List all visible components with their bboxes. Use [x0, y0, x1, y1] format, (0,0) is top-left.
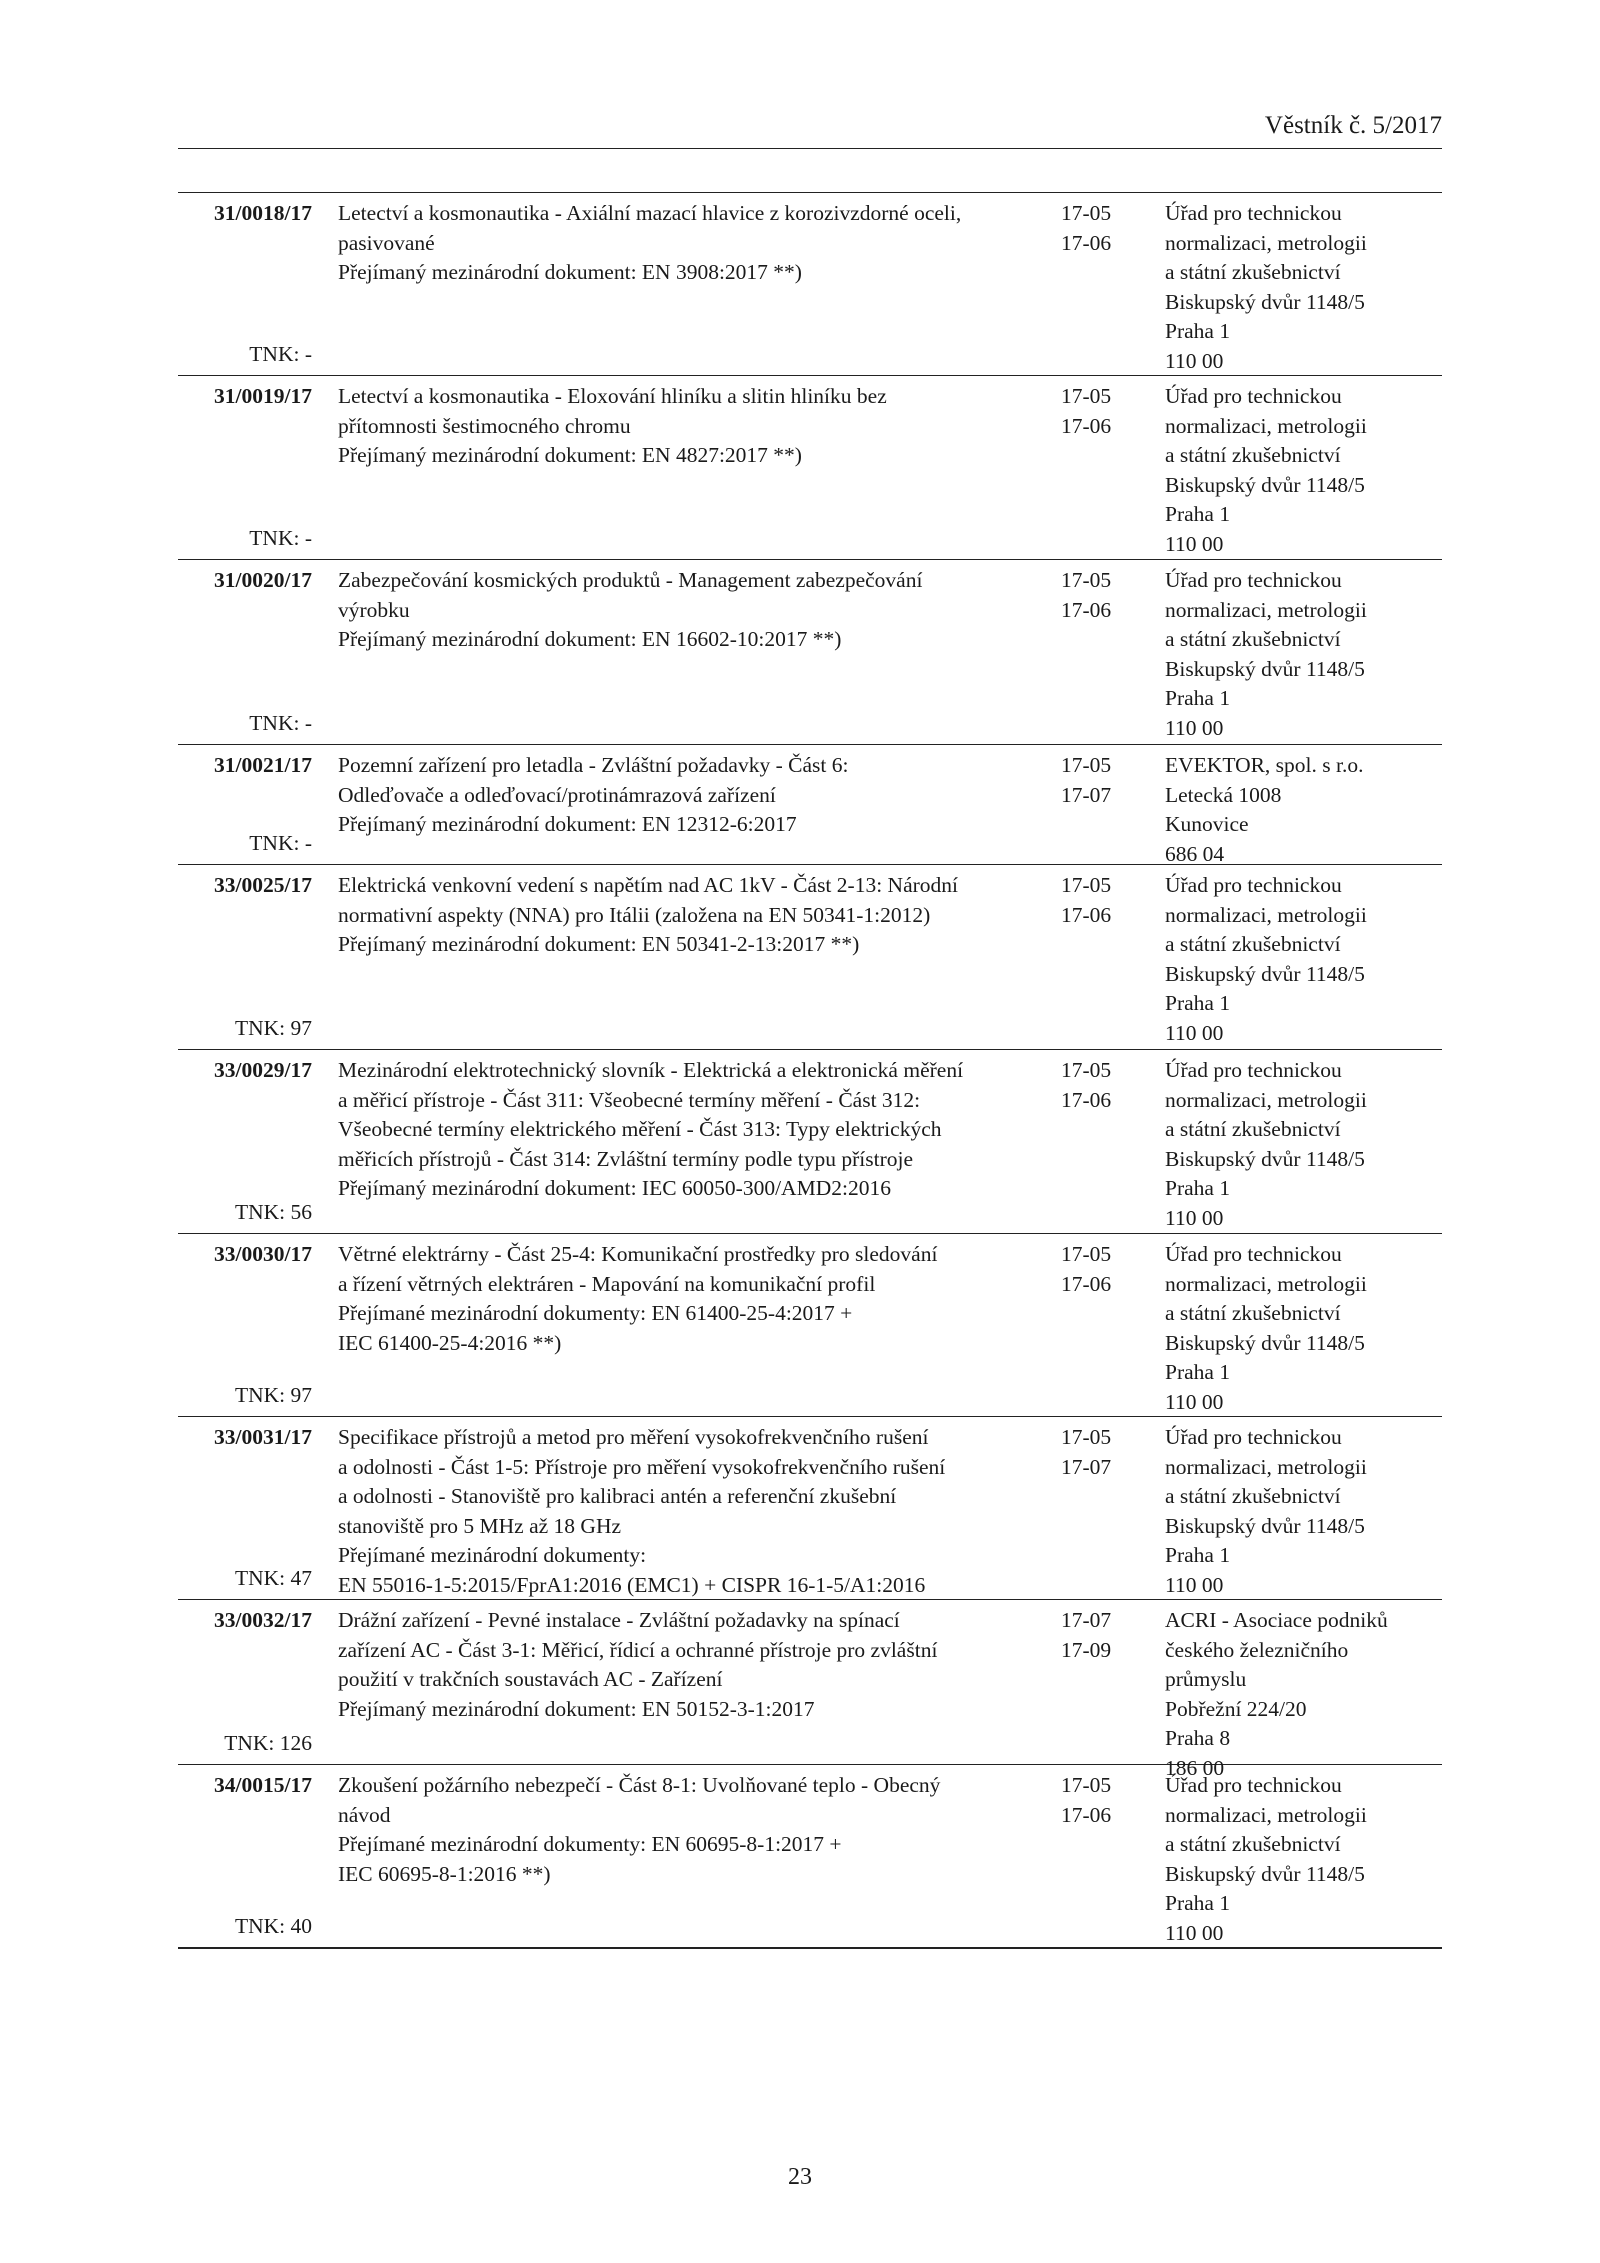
organization-line: Úřad pro technickou: [1165, 1058, 1342, 1082]
entry-number: 31/0020/17: [214, 568, 312, 592]
organization-line: Úřad pro technickou: [1165, 568, 1342, 592]
entry-description: [338, 865, 1061, 1049]
description-line: stanoviště pro 5 MHz až 18 GHz: [338, 1513, 622, 1538]
description-line: Přejímané mezinárodní dokumenty:: [338, 1543, 647, 1567]
page-number: 23: [788, 2164, 812, 2190]
description-line: IEC 61400-25-4:2016 **): [338, 1330, 562, 1355]
entry-dates: [1061, 1417, 1165, 1599]
table-row: [178, 193, 1442, 376]
entry-description: [338, 1050, 1061, 1233]
description-line: EN 55016-1-5:2015/FprA1:2016 (EMC1) + CISPR 16-1-5/A1:2016: [338, 1572, 926, 1597]
description-line: Drážní zařízení - Pevné instalace - Zvláštní požadavky na spínací: [338, 1608, 900, 1632]
organization-line: Biskupský dvůr 1148/5: [1165, 1330, 1365, 1355]
date-code: 17-06: [1061, 1087, 1112, 1112]
description-line: návod: [338, 1802, 391, 1827]
date-code: 17-05: [1061, 1773, 1112, 1797]
organization-line: Praha 1: [1165, 1176, 1231, 1200]
entry-id-cell: [178, 1050, 312, 1233]
organization-line: Biskupský dvůr 1148/5: [1165, 1861, 1365, 1886]
date-code: 17-05: [1061, 873, 1112, 897]
entry-number: 33/0025/17: [214, 873, 312, 897]
entry-id-cell: [178, 193, 312, 375]
tnk-label: TNK: -: [249, 830, 312, 855]
table-row: [178, 1234, 1442, 1417]
tnk-label: TNK: -: [249, 525, 312, 550]
entry-dates: [1061, 376, 1165, 559]
date-code: 17-05: [1061, 1242, 1112, 1266]
organization-line: Letecká 1008: [1165, 782, 1282, 807]
description-line: Letectví a kosmonautika - Eloxování hliníku a slitin hliníku bez: [338, 384, 887, 408]
entry-dates: [1061, 1050, 1165, 1233]
journal-title: Věstník č. 5/2017: [1264, 112, 1442, 139]
organization-line: Biskupský dvůr 1148/5: [1165, 472, 1365, 497]
organization-line: normalizaci, metrologii: [1165, 902, 1367, 927]
date-code: 17-07: [1061, 1608, 1112, 1632]
table-row: [178, 560, 1442, 745]
organization-line: Praha 1: [1165, 319, 1231, 343]
organization-line: a státní zkušebnictví: [1165, 1832, 1341, 1856]
organization-line: normalizaci, metrologii: [1165, 1087, 1367, 1112]
entry-description: [338, 745, 1061, 864]
table-row: [178, 1050, 1442, 1234]
entry-organization: [1165, 1600, 1442, 1780]
organization-line: 110 00: [1165, 715, 1224, 740]
organization-line: normalizaci, metrologii: [1165, 1802, 1367, 1827]
description-line: Přejímaný mezinárodní dokument: IEC 60050-300/AMD2:2016: [338, 1176, 891, 1200]
organization-line: a státní zkušebnictví: [1165, 260, 1341, 284]
description-line: Přejímaný mezinárodní dokument: EN 12312-6:2017: [338, 812, 797, 836]
entry-dates: [1061, 1234, 1165, 1416]
organization-line: normalizaci, metrologii: [1165, 413, 1367, 438]
entry-organization: [1165, 376, 1442, 559]
entry-number: 33/0031/17: [214, 1425, 312, 1449]
description-line: měřicích přístrojů - Část 314: Zvláštní termíny podle typu přístroje: [338, 1146, 914, 1171]
organization-line: Biskupský dvůr 1148/5: [1165, 289, 1365, 314]
entry-description: [338, 1234, 1061, 1416]
description-line: Přejímaný mezinárodní dokument: EN 4827:2017 **): [338, 443, 802, 467]
organization-line: průmyslu: [1165, 1667, 1247, 1691]
entry-description: [338, 560, 1061, 744]
description-line: Přejímaný mezinárodní dokument: EN 3908:2017 **): [338, 260, 802, 284]
table-row: [178, 865, 1442, 1050]
description-line: Elektrická venkovní vedení s napětím nad AC 1kV - Část 2-13: Národní: [338, 873, 958, 897]
table-row: [178, 1600, 1442, 1780]
entry-organization: [1165, 193, 1442, 375]
tnk-label: TNK: 97: [234, 1015, 312, 1040]
date-code: 17-06: [1061, 597, 1112, 622]
description-line: Přejímaný mezinárodní dokument: EN 16602-10:2017 **): [338, 627, 842, 651]
entry-number: 34/0015/17: [214, 1773, 312, 1797]
organization-line: a státní zkušebnictví: [1165, 1117, 1341, 1141]
date-code: 17-05: [1061, 1425, 1112, 1449]
description-line: Zkoušení požárního nebezpečí - Část 8-1: Uvolňované teplo - Obecný: [338, 1773, 941, 1797]
entry-id-cell: [178, 745, 312, 864]
standards-table: [178, 192, 1442, 1949]
organization-line: Biskupský dvůr 1148/5: [1165, 1146, 1365, 1171]
organization-line: 110 00: [1165, 1205, 1224, 1230]
tnk-label: TNK: 47: [234, 1565, 312, 1590]
organization-line: Praha 1: [1165, 502, 1231, 526]
date-code: 17-05: [1061, 1058, 1112, 1082]
entry-id-cell: [178, 1234, 312, 1416]
entry-number: 31/0021/17: [214, 753, 312, 777]
table-row: [178, 1417, 1442, 1600]
entry-number: 31/0019/17: [214, 384, 312, 408]
entry-id-cell: [178, 560, 312, 744]
tnk-label: TNK: 97: [234, 1382, 312, 1407]
entry-description: [338, 376, 1061, 559]
organization-line: a státní zkušebnictví: [1165, 443, 1341, 467]
entry-number: 33/0030/17: [214, 1242, 312, 1266]
description-line: Všeobecné termíny elektrického měření - Část 313: Typy elektrických: [338, 1117, 942, 1141]
organization-line: 186 00: [1165, 1755, 1225, 1780]
organization-line: EVEKTOR, spol. s r.o.: [1165, 753, 1364, 777]
organization-line: 110 00: [1165, 1572, 1224, 1597]
description-line: pasivované: [338, 230, 435, 255]
organization-line: Praha 1: [1165, 1360, 1231, 1384]
table-row: [178, 1765, 1442, 1947]
tnk-label: TNK: 126: [224, 1730, 312, 1755]
date-code: 17-06: [1061, 413, 1112, 438]
date-code: 17-05: [1061, 201, 1112, 225]
description-line: a odolnosti - Stanoviště pro kalibraci antén a referenční zkušební: [338, 1484, 897, 1508]
entry-id-cell: [178, 1600, 312, 1764]
entry-dates: [1061, 1765, 1165, 1947]
entry-organization: [1165, 865, 1442, 1049]
page-header: [178, 112, 1442, 149]
entry-id-cell: [178, 865, 312, 1049]
date-code: 17-07: [1061, 782, 1112, 807]
date-code: 17-06: [1061, 1802, 1112, 1827]
date-code: 17-05: [1061, 384, 1112, 408]
date-code: 17-06: [1061, 230, 1112, 255]
organization-line: ACRI - Asociace podniků: [1165, 1608, 1388, 1632]
description-line: Přejímaný mezinárodní dokument: EN 50341-2-13:2017 **): [338, 932, 860, 956]
organization-line: 686 04: [1165, 841, 1225, 866]
entry-description: [338, 1600, 1061, 1764]
entry-id-cell: [178, 1417, 312, 1599]
description-line: Větrné elektrárny - Část 25-4: Komunikační prostředky pro sledování: [338, 1242, 938, 1266]
description-line: Pozemní zařízení pro letadla - Zvláštní požadavky - Část 6:: [338, 753, 849, 777]
date-code: 17-06: [1061, 902, 1112, 927]
organization-line: normalizaci, metrologii: [1165, 1271, 1367, 1296]
organization-line: Praha 1: [1165, 686, 1231, 710]
organization-line: Úřad pro technickou: [1165, 1773, 1342, 1797]
date-code: 17-06: [1061, 1271, 1112, 1296]
entry-description: [338, 1765, 1061, 1947]
organization-line: Praha 1: [1165, 991, 1231, 1015]
tnk-label: TNK: -: [249, 710, 312, 735]
organization-line: Praha 8: [1165, 1726, 1231, 1750]
organization-line: normalizaci, metrologii: [1165, 597, 1367, 622]
entry-number: 31/0018/17: [214, 201, 312, 225]
entry-organization: [1165, 1417, 1442, 1599]
date-code: 17-07: [1061, 1454, 1112, 1479]
description-line: Přejímané mezinárodní dokumenty: EN 60695-8-1:2017 +: [338, 1832, 842, 1856]
description-line: Mezinárodní elektrotechnický slovník - Elektrická a elektronická měření: [338, 1058, 964, 1082]
organization-line: Pobřežní 224/20: [1165, 1696, 1307, 1721]
date-code: 17-05: [1061, 568, 1112, 592]
entry-dates: [1061, 560, 1165, 744]
organization-line: 110 00: [1165, 348, 1224, 373]
organization-line: Úřad pro technickou: [1165, 1242, 1342, 1266]
organization-line: 110 00: [1165, 1020, 1224, 1045]
organization-line: Biskupský dvůr 1148/5: [1165, 656, 1365, 681]
description-line: a odolnosti - Část 1-5: Přístroje pro měření vysokofrekvenčního rušení: [338, 1454, 946, 1479]
entry-organization: [1165, 560, 1442, 744]
description-line: a měřicí přístroje - Část 311: Všeobecné termíny měření - Část 312:: [338, 1087, 921, 1112]
tnk-label: TNK: 40: [234, 1913, 312, 1938]
organization-line: a státní zkušebnictví: [1165, 1301, 1341, 1325]
tnk-label: TNK: -: [249, 341, 312, 366]
entry-organization: [1165, 745, 1442, 864]
entry-dates: [1061, 193, 1165, 375]
description-line: Specifikace přístrojů a metod pro měření vysokofrekvenčního rušení: [338, 1425, 929, 1449]
organization-line: normalizaci, metrologii: [1165, 230, 1367, 255]
entry-dates: [1061, 1600, 1165, 1764]
entry-number: 33/0032/17: [214, 1608, 312, 1632]
entry-description: [338, 1417, 1061, 1599]
description-line: Přejímaný mezinárodní dokument: EN 50152-3-1:2017: [338, 1696, 815, 1721]
entry-number: 33/0029/17: [214, 1058, 312, 1082]
organization-line: Kunovice: [1165, 812, 1249, 836]
entry-description: [338, 193, 1061, 375]
organization-line: Úřad pro technickou: [1165, 201, 1342, 225]
description-line: IEC 60695-8-1:2016 **): [338, 1861, 551, 1886]
description-line: zařízení AC - Část 3-1: Měřicí, řídicí a ochranné přístroje pro zvláštní: [338, 1637, 938, 1662]
tnk-label: TNK: 56: [234, 1199, 312, 1224]
organization-line: Úřad pro technickou: [1165, 384, 1342, 408]
description-line: použití v trakčních soustavách AC - Zařízení: [338, 1667, 723, 1691]
organization-line: Praha 1: [1165, 1891, 1231, 1915]
table-row: [178, 376, 1442, 560]
entry-dates: [1061, 745, 1165, 864]
entry-organization: [1165, 1765, 1442, 1947]
description-line: Letectví a kosmonautika - Axiální mazací hlavice z korozivzdorné oceli,: [338, 201, 962, 225]
organization-line: a státní zkušebnictví: [1165, 1484, 1341, 1508]
organization-line: Biskupský dvůr 1148/5: [1165, 961, 1365, 986]
entry-id-cell: [178, 376, 312, 559]
organization-line: Praha 1: [1165, 1543, 1231, 1567]
description-line: přítomnosti šestimocného chromu: [338, 413, 631, 438]
organization-line: Úřad pro technickou: [1165, 1425, 1342, 1449]
date-code: 17-05: [1061, 753, 1112, 777]
organization-line: normalizaci, metrologii: [1165, 1454, 1367, 1479]
table-row: [178, 745, 1442, 865]
description-line: výrobku: [338, 597, 410, 622]
description-line: Zabezpečování kosmických produktů - Management zabezpečování: [338, 568, 923, 592]
date-code: 17-09: [1061, 1637, 1112, 1662]
entry-id-cell: [178, 1765, 312, 1947]
description-line: normativní aspekty (NNA) pro Itálii (založena na EN 50341-1:2012): [338, 902, 931, 927]
organization-line: Biskupský dvůr 1148/5: [1165, 1513, 1365, 1538]
organization-line: Úřad pro technickou: [1165, 873, 1342, 897]
description-line: a řízení větrných elektráren - Mapování na komunikační profil: [338, 1271, 876, 1296]
entry-dates: [1061, 865, 1165, 1049]
organization-line: a státní zkušebnictví: [1165, 627, 1341, 651]
description-line: Přejímané mezinárodní dokumenty: EN 61400-25-4:2017 +: [338, 1301, 853, 1325]
description-line: Odleďovače a odleďovací/protinámrazová zařízení: [338, 782, 776, 807]
organization-line: 110 00: [1165, 531, 1224, 556]
organization-line: českého železničního: [1165, 1637, 1349, 1662]
entry-organization: [1165, 1234, 1442, 1416]
organization-line: 110 00: [1165, 1389, 1224, 1414]
organization-line: a státní zkušebnictví: [1165, 932, 1341, 956]
organization-line: 110 00: [1165, 1920, 1224, 1945]
entry-organization: [1165, 1050, 1442, 1233]
